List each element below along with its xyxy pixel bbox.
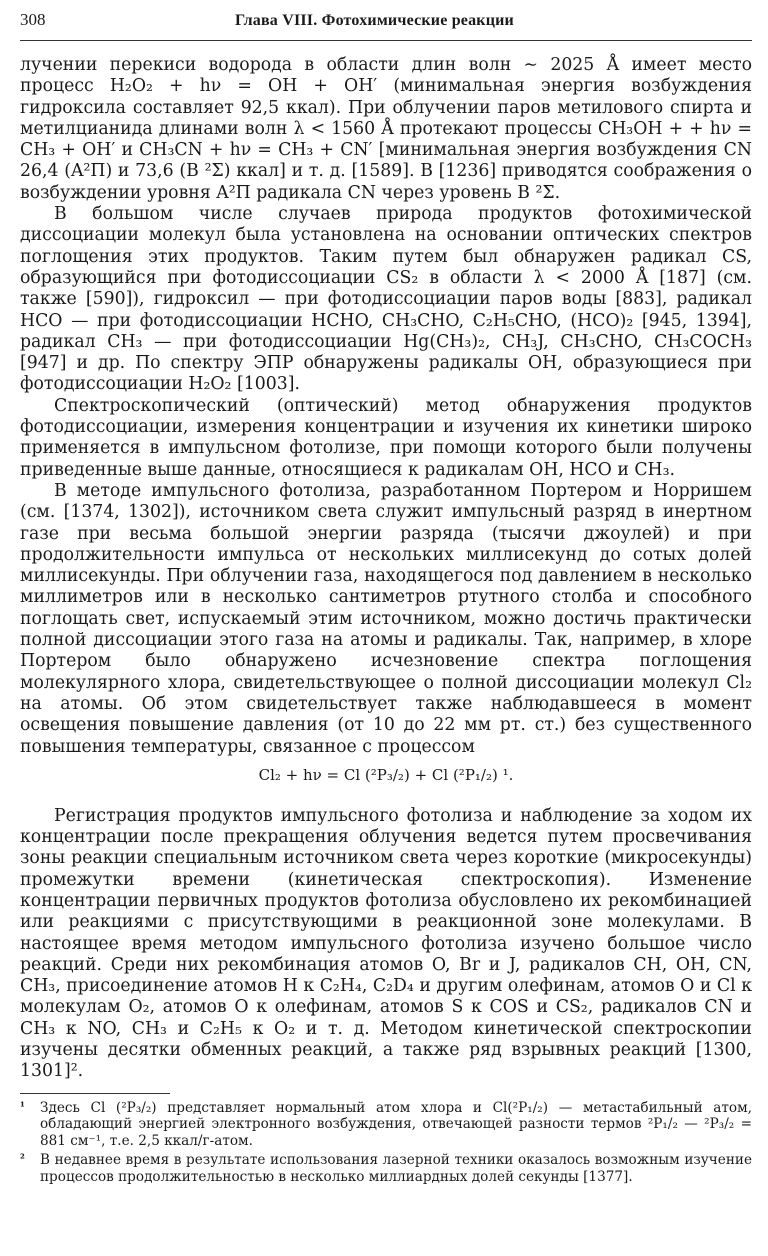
chlorine-dissociation-equation: Cl₂ + hν = Cl (²P₃/₂) + Cl (²P₁/₂) ¹. bbox=[258, 765, 514, 784]
paragraph-2: В большом числе случаев природа продуктов фотохимической диссоциации молекул была установлена на основании оптических спектров поглощения этих продуктов. Таким путем был обнаружен радикал CS, образующийся при фотодиссоциации CS₂ в области λ < 2000 Å [187] (см. также [590]), гидроксил — при фотодиссоциации паров воды [883], радикал HCO — при фотодиссоциации HCHO, CH₃CHO, C₂H₅CHO, (HCO)₂ [945, 1394], радикал CH₃ — при фотодиссоциации Hg(CH₃)₂, CH₃J, CH₃CHO, CH₃COCH₃ [947] и др. По спектру ЭПР обнаружены радикалы OH, образующиеся при фотодиссоциации H₂O₂ [1003]. bbox=[20, 204, 752, 395]
footnote-text: В недавнее время в результате использования лазерной техники оказалось возможным изучение процессов продолжительностью в несколько миллиардных долей секунды [1377]. bbox=[40, 1152, 752, 1185]
page-number: 308 bbox=[20, 10, 46, 29]
main-text bbox=[20, 55, 752, 1083]
footnote-mark: ² bbox=[20, 1152, 25, 1166]
paragraph-5: Регистрация продуктов импульсного фотолиза и наблюдение за ходом их концентрации после прекращения облучения ведется путем просвечивания зоны реакции специальным источником света через короткие (микросекунды) промежутки времени (кинетическая спектроскопия). Изменение концентрации первичных продуктов фотолиза обусловлено их рекомбинацией или реакциями с присутствующими в реакционной зоне молекулами. В настоящее время методом импульсного фотолиза изучено большое число реакций. Среди них рекомбинация атомов O, Br и J, радикалов CH, OH, CN, CH₃, присоединение атомов H к C₂H₄, C₂D₄ и другим олефинам, атомов O и Cl к молекулам O₂, атомов O к олефинам, атомов S к COS и CS₂, радикалов CN и CH₃ к NO, CH₃ и C₂H₅ к O₂ и т. д. Методом кинетической спектроскопии изучены десятки обменных реакций, а также ряд взрывных реакций [1300, 1301]². bbox=[20, 805, 752, 1082]
chapter-title: Глава VIII. Фотохимические реакции bbox=[235, 12, 514, 29]
book-page bbox=[20, 10, 752, 1188]
paragraph-3: Спектроскопический (оптический) метод обнаружения продуктов фотодиссоциации, измерения концентрации и изучения их кинетики широко применяется в импульсном фотолизе, при помощи которого были получены приведенные выше данные, относящиеся к радикалам OH, HCO и CH₃. bbox=[20, 395, 752, 480]
paragraph-4: В методе импульсного фотолиза, разработанном Портером и Норришем (см. [1374, 1302]), источником света служит импульсный разряд в инертном газе при весьма большой энергии разряда (тысячи джоулей) и при продолжительности импульса от нескольких миллисекунд до сотых долей миллисекунды. При облучении газа, находящегося под давлением в несколько миллиметров или в несколько сантиметров ртутного столба и способного поглощать свет, испускаемый этим источником, можно достичь практически полной диссоциации этого газа на атомы и радикалы. Так, например, в хлоре Портером было обнаружено исчезновение спектра поглощения молекулярного хлора, свидетельствующее о полной диссоциации молекул Cl₂ на атомы. Об этом свидетельствует также наблюдавшееся в момент освещения повышение давления (от 10 до 22 мм рт. ст.) без существенного повышения температуры, связанное с процессом bbox=[20, 480, 752, 757]
footnote-2 bbox=[20, 1152, 752, 1186]
footnote-1 bbox=[20, 1100, 752, 1150]
footnote-divider bbox=[20, 1093, 170, 1094]
paragraph-1: лучении перекиси водорода в области длин волн ∼ 2025 Å имеет место процесс H₂O₂ + hν = OH + OH′ (минимальная энергия возбуждения гидроксила составляет 92,5 ккал). При облучении паров метилового спирта и метилцианида длинами волн λ < 1560 Å протекают процессы CH₃OH + + hν = CH₃ + OH′ и CH₃CN + hν = CH₃ + CN′ [минимальная энергия возбуждения CN 26,4 (A²Π) и 73,6 (B ²Σ) ккал] и т. д. [1589]. В [1236] приводятся соображения о возбуждении уровня A²Π радикала CN через уровень B ²Σ. bbox=[20, 55, 752, 203]
footnote-mark: ¹ bbox=[20, 1099, 25, 1113]
footnote-text: Здесь Cl (²P₃/₂) представляет нормальный атом хлора и Cl(²P₁/₂) — метастабильный атом, обладающий энергией электронного возбуждения, отвечающей разности термов ²P₁/₂ — ²P₃/₂ = 881 см⁻¹, т.е. 2,5 ккал/г-атом. bbox=[40, 1099, 752, 1150]
running-header bbox=[20, 10, 752, 41]
